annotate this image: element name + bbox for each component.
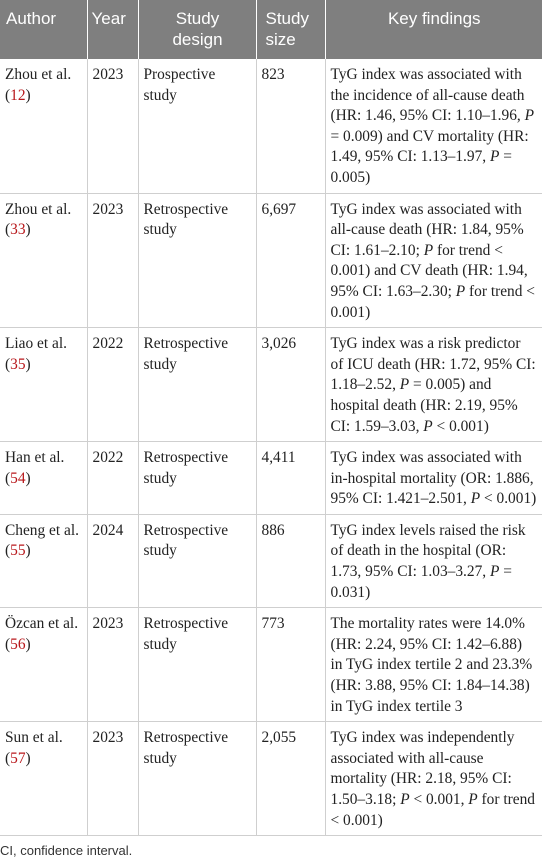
table-row: [0, 608, 542, 722]
table-body: [0, 59, 542, 836]
reference-link[interactable]: 33: [10, 221, 26, 239]
cell-study-size: 2,055: [256, 722, 325, 836]
cell-year: 2023: [87, 193, 138, 328]
cell-author: Han et al. (54): [0, 442, 87, 515]
table-row: [0, 514, 542, 607]
cell-study-size: 886: [256, 514, 325, 607]
header-study-design: Study design: [138, 0, 256, 59]
table-row: [0, 193, 542, 328]
cell-study-size: 6,697: [256, 193, 325, 328]
cell-author: Sun et al. (57): [0, 722, 87, 836]
cell-key-findings: TyG index was a risk predictor of ICU death (HR: 1.72, 95% CI: 1.18–2.52, P = 0.005) and hospital death (HR: 2.19, 95% CI: 1.59–3.03, P < 0.001): [325, 328, 542, 442]
cell-year: 2022: [87, 328, 138, 442]
cell-year: 2023: [87, 722, 138, 836]
header-author: Author: [0, 0, 87, 59]
cell-study-size: 773: [256, 608, 325, 722]
cell-author: Zhou et al. (12): [0, 59, 87, 193]
author-name: Cheng et al.: [5, 521, 79, 539]
table-footnote: CI, confidence interval.: [0, 843, 133, 858]
cell-author: Cheng et al. (55): [0, 514, 87, 607]
reference-link[interactable]: 12: [10, 86, 26, 104]
author-name: Han et al.: [5, 449, 65, 467]
cell-study-design: Retrospective study: [138, 722, 256, 836]
cell-key-findings: TyG index was independently associated with all-cause mortality (HR: 2.18, 95% CI: 1.50–3.18; P < 0.001, P for trend < 0.001): [325, 722, 542, 836]
cell-key-findings: TyG index was associated with all-cause death (HR: 1.84, 95% CI: 1.61–2.10; P for trend < 0.001) and CV death (HR: 1.94, 95% CI: 1.63–2.30; P for trend < 0.001): [325, 193, 542, 328]
reference-link[interactable]: 57: [10, 749, 26, 767]
table-row: [0, 59, 542, 193]
cell-key-findings: TyG index levels raised the risk of death in the hospital (OR: 1.73, 95% CI: 1.03–3.27, P = 0.031): [325, 514, 542, 607]
cell-year: 2022: [87, 442, 138, 515]
cell-key-findings: TyG index was associated with the incidence of all-cause death (HR: 1.46, 95% CI: 1.10–1.96, P = 0.009) and CV mortality (HR: 1.49, 95% CI: 1.13–1.97, P = 0.005): [325, 59, 542, 193]
reference-link[interactable]: 55: [10, 542, 26, 560]
table-row: [0, 328, 542, 442]
cell-key-findings: The mortality rates were 14.0% (HR: 2.24, 95% CI: 1.42–6.88) in TyG index tertile 2 and 23.3% (HR: 3.88, 95% CI: 1.84–14.38) in TyG index tertile 3: [325, 608, 542, 722]
author-name: Zhou et al.: [5, 200, 72, 218]
cell-study-design: Prospective study: [138, 59, 256, 193]
cell-year: 2024: [87, 514, 138, 607]
reference-link[interactable]: 35: [10, 355, 26, 373]
cell-study-size: 4,411: [256, 442, 325, 515]
header-key-findings: Key findings: [325, 0, 542, 59]
cell-study-design: Retrospective study: [138, 514, 256, 607]
cell-key-findings: TyG index was associated with in-hospital mortality (OR: 1.886, 95% CI: 1.421–2.501, P < 0.001): [325, 442, 542, 515]
cell-study-size: 3,026: [256, 328, 325, 442]
table-row: [0, 722, 542, 836]
cell-year: 2023: [87, 608, 138, 722]
author-name: Zhou et al.: [5, 66, 72, 83]
cell-author: Özcan et al. (56): [0, 608, 87, 722]
table-row: [0, 442, 542, 515]
author-name: Sun et al.: [5, 729, 63, 747]
table-header: [0, 0, 542, 59]
cell-study-design: Retrospective study: [138, 608, 256, 722]
cell-study-size: 823: [256, 59, 325, 193]
reference-link[interactable]: 54: [10, 469, 26, 487]
author-name: Özcan et al.: [5, 615, 79, 633]
header-year: Year: [87, 0, 138, 59]
author-name: Liao et al.: [5, 335, 67, 353]
cell-year: 2023: [87, 59, 138, 193]
cell-author: Liao et al. (35): [0, 328, 87, 442]
cell-author: Zhou et al. (33): [0, 193, 87, 328]
cell-study-design: Retrospective study: [138, 193, 256, 328]
cell-study-design: Retrospective study: [138, 328, 256, 442]
cell-study-design: Retrospective study: [138, 442, 256, 515]
header-study-size: Study size: [256, 0, 325, 59]
reference-link[interactable]: 56: [10, 635, 26, 653]
